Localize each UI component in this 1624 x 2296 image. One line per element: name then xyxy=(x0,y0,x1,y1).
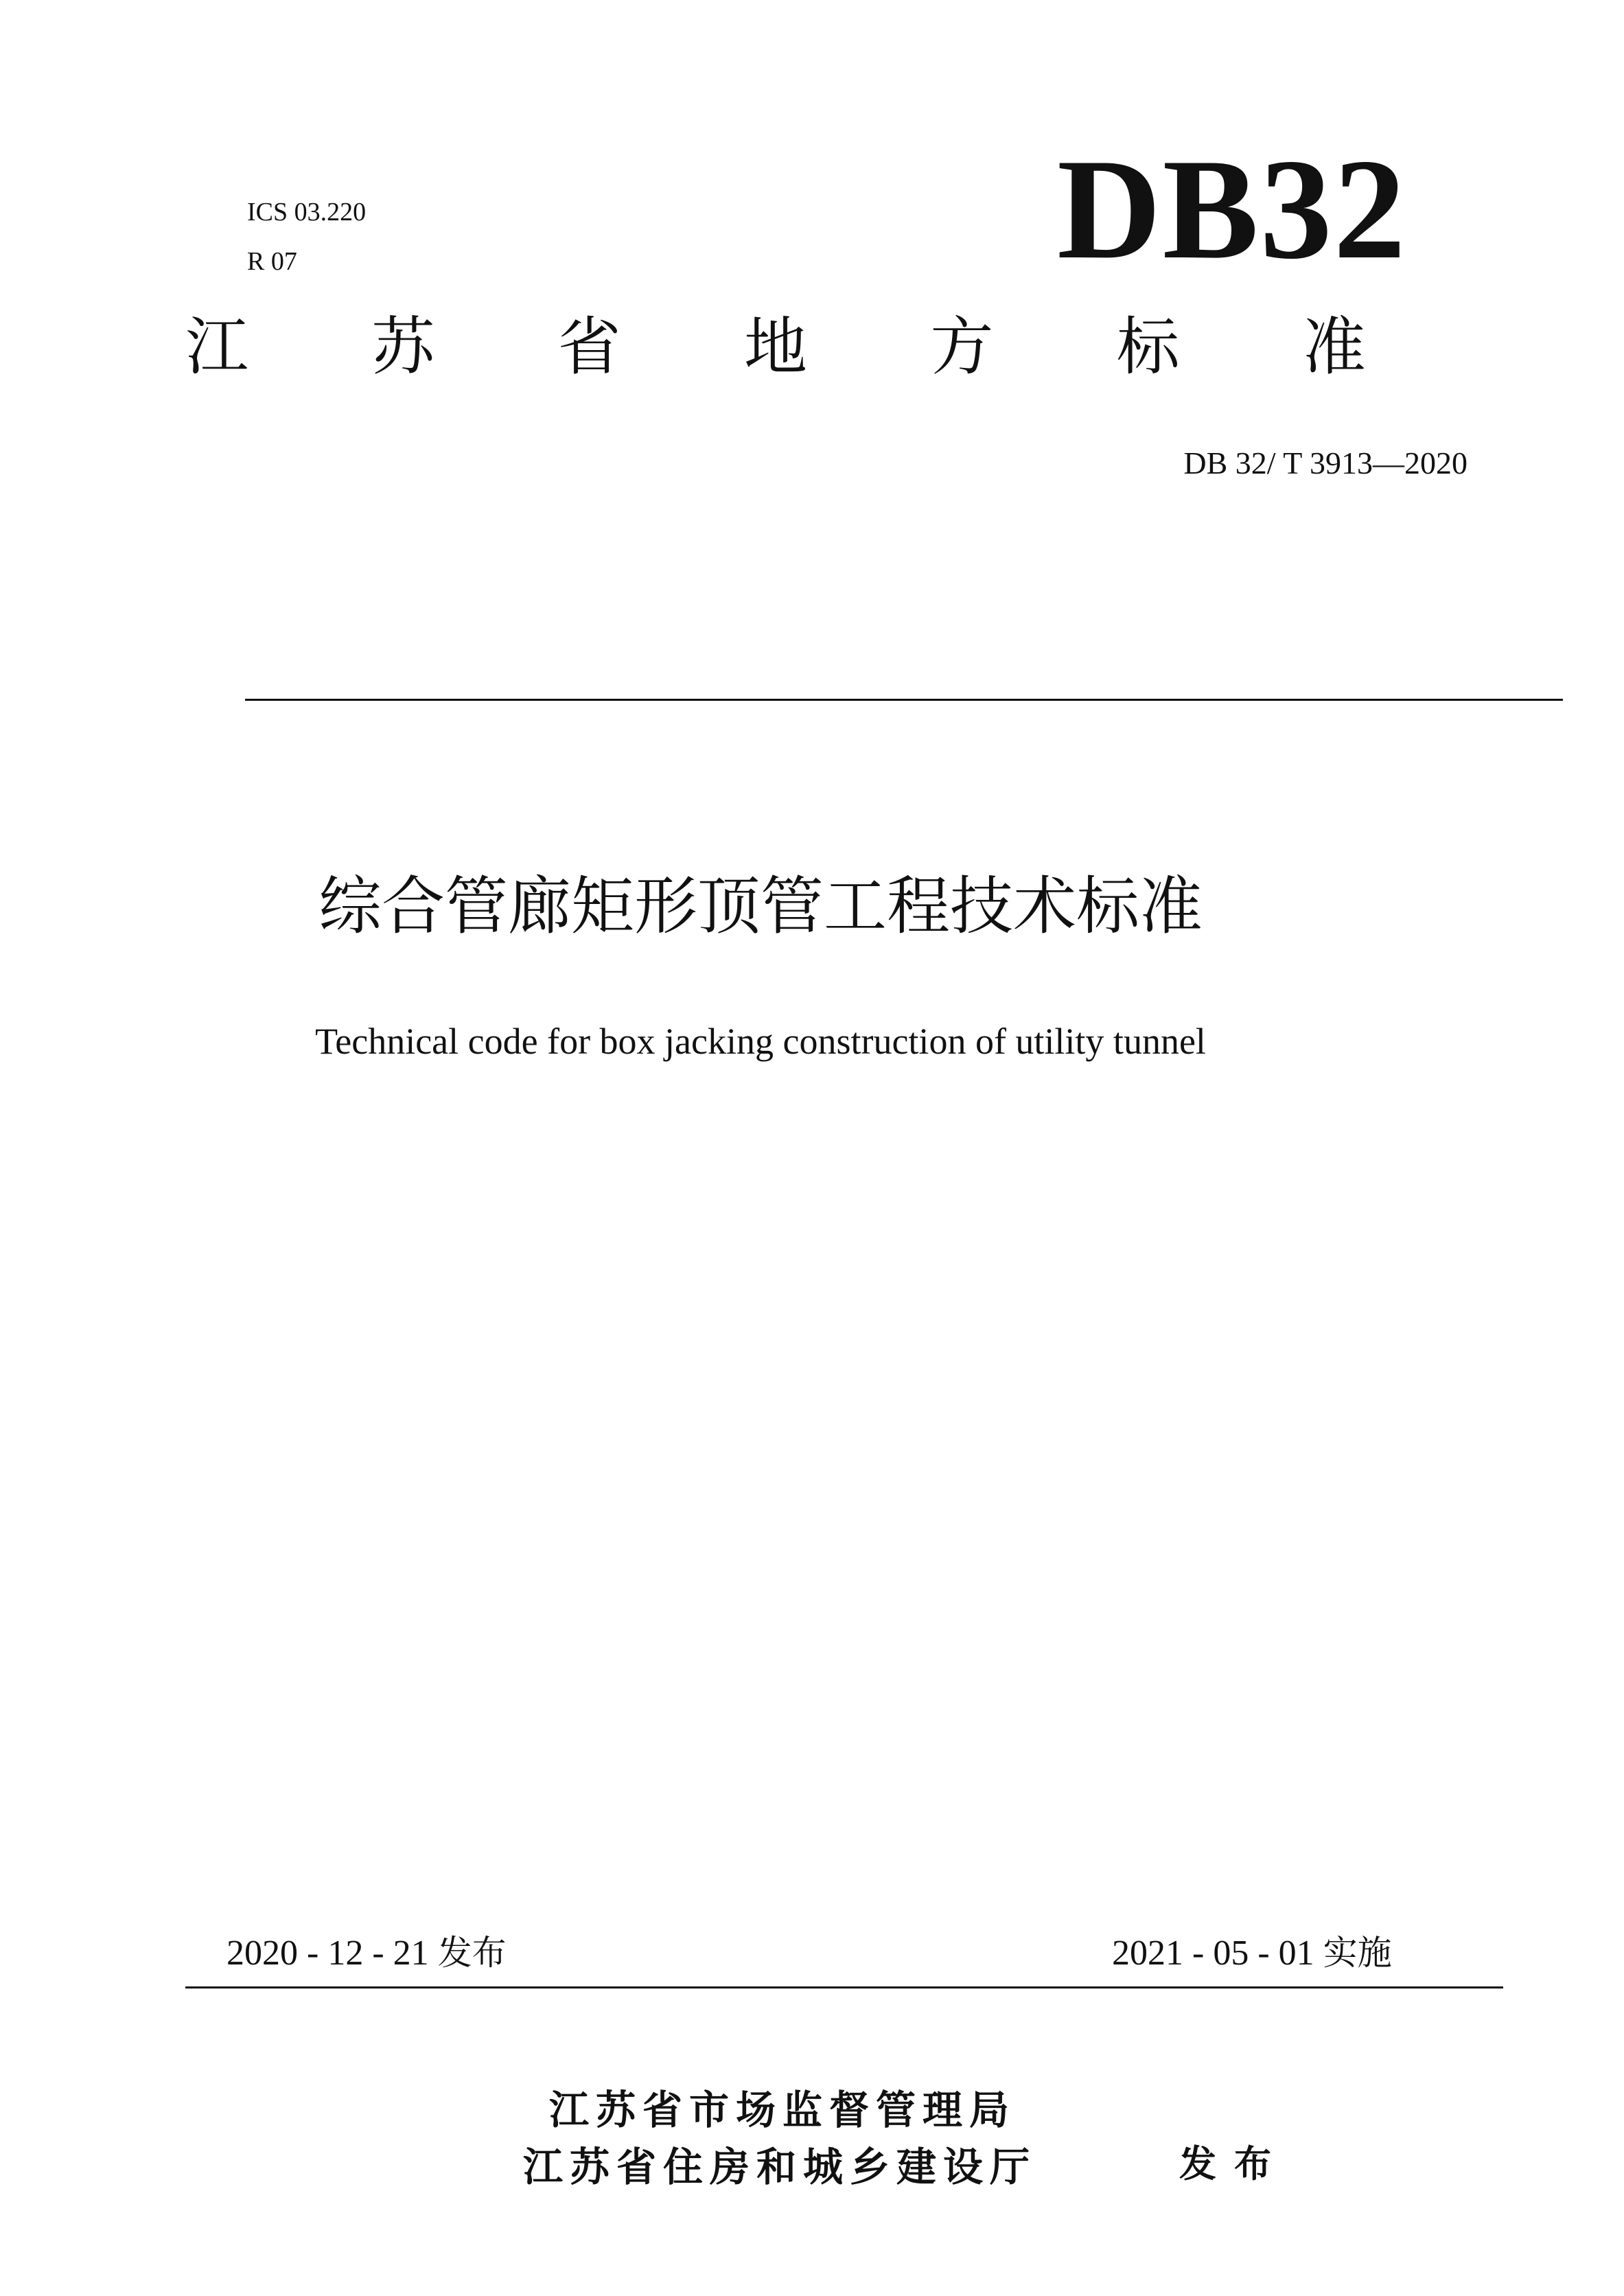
standard-number: DB 32/ T 3913—2020 xyxy=(1183,445,1468,480)
document-type xyxy=(185,310,1366,384)
implement-date-value: 2021 - 05 - 01 xyxy=(1112,1934,1314,1973)
title-chinese: 综合管廊矩形顶管工程技术标准 xyxy=(318,870,1203,943)
db-logo: DB32 xyxy=(1057,130,1407,289)
ics-code: ICS 03.220 xyxy=(247,198,367,227)
bottom-divider xyxy=(185,1986,1503,1988)
issue-label: 发布 xyxy=(1179,2142,1289,2185)
publish-date-label: 发布 xyxy=(437,1933,507,1973)
top-divider xyxy=(245,699,1563,701)
document-type-char: 苏 xyxy=(371,310,435,384)
document-type-char: 地 xyxy=(743,310,807,384)
ccs-code: R 07 xyxy=(247,247,297,276)
implement-date-label: 实施 xyxy=(1323,1933,1392,1973)
publish-date xyxy=(227,1933,507,1973)
document-type-char: 江 xyxy=(185,310,249,384)
implement-date xyxy=(1112,1933,1392,1973)
publish-date-value: 2020 - 12 - 21 xyxy=(227,1934,429,1973)
document-type-char: 准 xyxy=(1302,310,1366,384)
issuer-market-regulation: 江苏省市场监督管理局 xyxy=(549,2087,1017,2133)
document-type-char: 方 xyxy=(930,310,994,384)
issuer-housing-construction: 江苏省住房和城乡建设厅 xyxy=(523,2144,1037,2190)
document-type-char: 省 xyxy=(557,310,621,384)
title-english: Technical code for box jacking construction of utility tunnel xyxy=(315,1021,1206,1062)
document-type-char: 标 xyxy=(1116,310,1180,384)
